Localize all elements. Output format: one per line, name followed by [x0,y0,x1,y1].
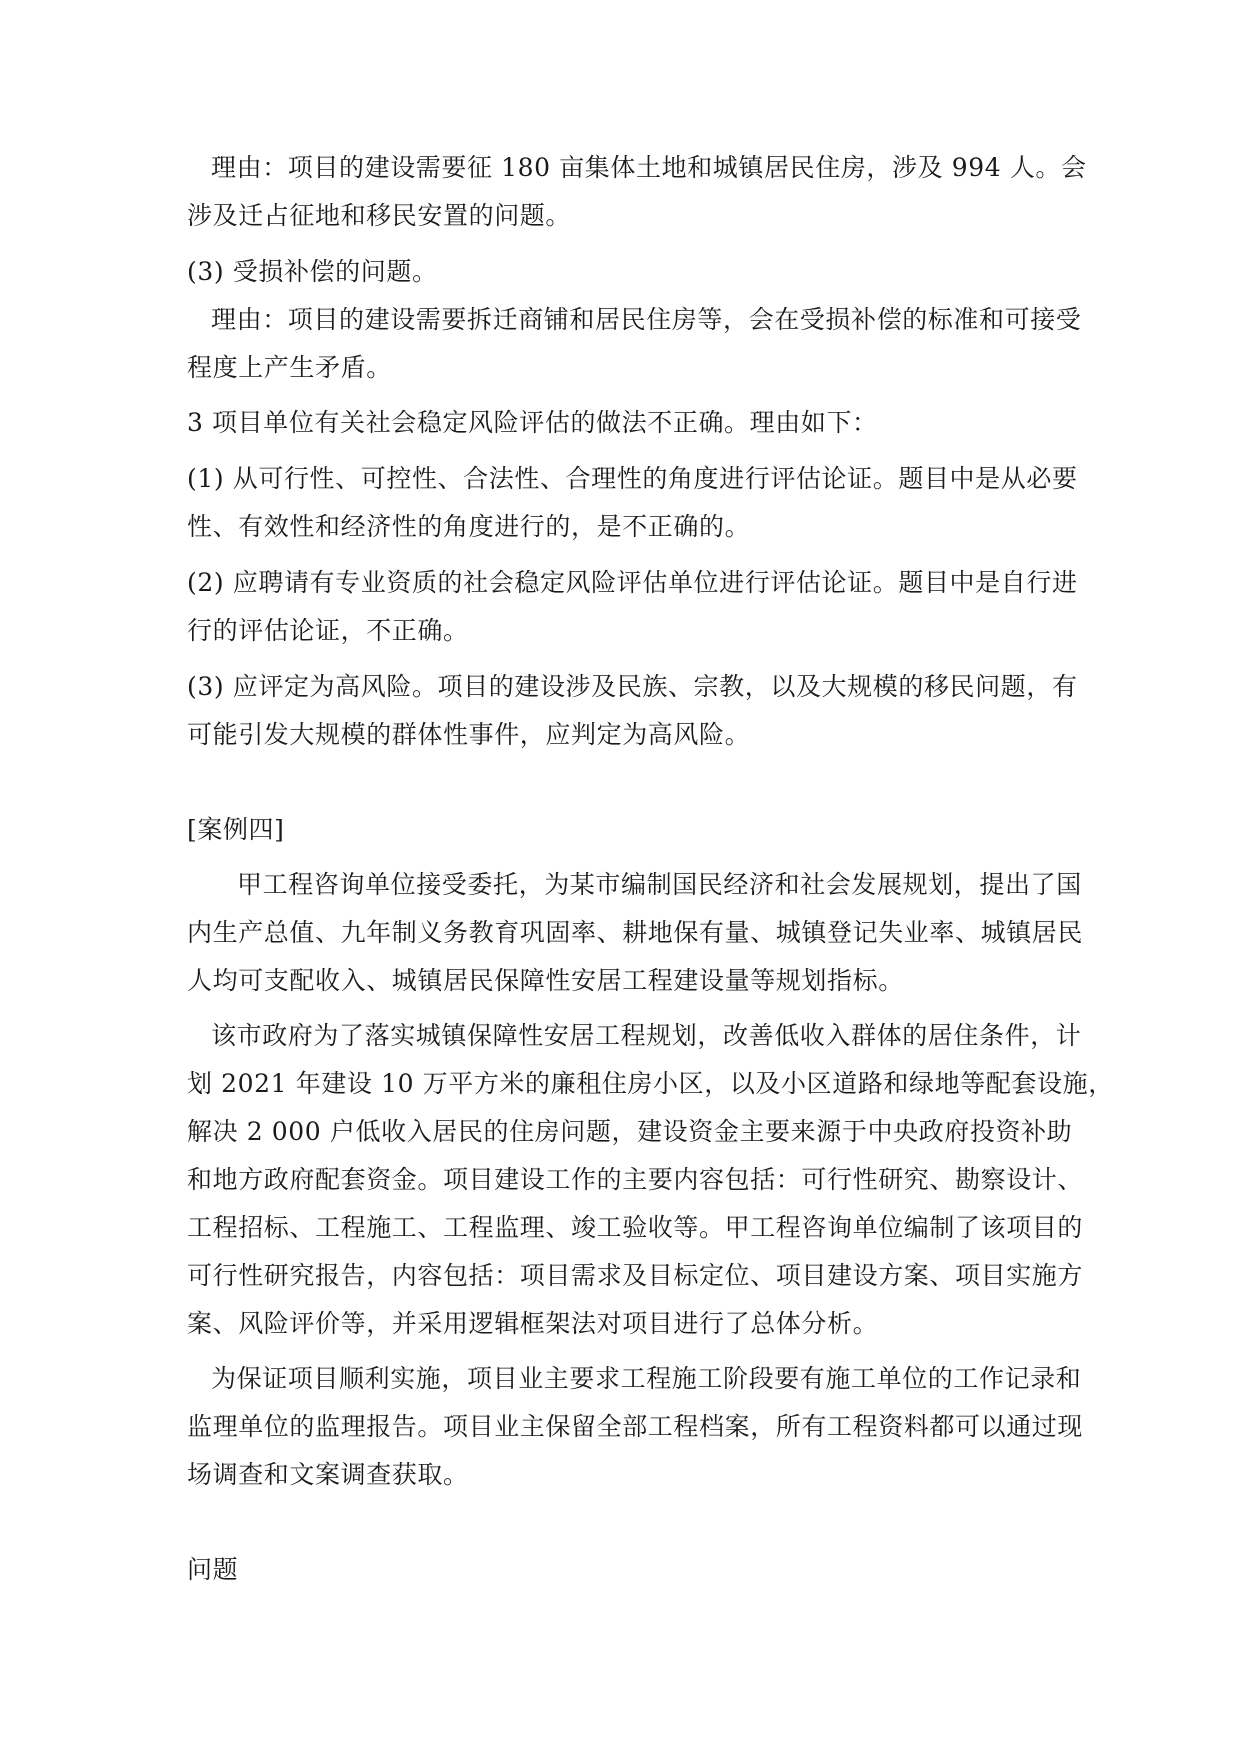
reason-line: 涉及迁占征地和移民安置的问题。 [187,201,572,230]
case-title: [案例四] [187,815,285,844]
point-line: (3) 应评定为高风险。项目的建设涉及民族、宗教，以及大规模的移民问题，有 [187,672,1078,701]
question-label: 问题 [187,1555,239,1584]
point-line: 行的评估论证，不正确。 [187,616,469,645]
paragraph-line: 甲工程咨询单位接受委托，为某市编制国民经济和社会发展规划，提出了国 [237,870,1082,899]
paragraph-line: 场调查和文案调查获取。 [187,1460,469,1489]
paragraph-line: 可行性研究报告，内容包括：项目需求及目标定位、项目建设方案、项目实施方 [187,1261,1084,1290]
item-heading: (3) 受损补偿的问题。 [187,257,438,286]
paragraph-line: 和地方政府配套资金。项目建设工作的主要内容包括：可行性研究、勘察设计、 [187,1165,1084,1194]
paragraph-line: 内生产总值、九年制义务教育巩固率、耕地保有量、城镇登记失业率、城镇居民 [187,918,1084,947]
point-line: (2) 应聘请有专业资质的社会稳定风险评估单位进行评估论证。题目中是自行进 [187,568,1078,597]
paragraph-line: 案、风险评价等，并采用逻辑框架法对项目进行了总体分析。 [187,1309,879,1338]
point-line: 可能引发大规模的群体性事件，应判定为高风险。 [187,720,751,749]
paragraph-line: 为保证项目顺利实施，项目业主要求工程施工阶段要有施工单位的工作记录和 [211,1364,1082,1393]
paragraph-line: 工程招标、工程施工、工程监理、竣工验收等。甲工程咨询单位编制了该项目的 [187,1213,1084,1242]
reason-line: 程度上产生矛盾。 [187,353,392,382]
paragraph-line: 解决 2 000 户低收入居民的住房问题，建设资金主要来源于中央政府投资补助 [187,1117,1073,1146]
section-heading: 3 项目单位有关社会稳定风险评估的做法不正确。理由如下： [187,408,878,437]
reason-line: 理由：项目的建设需要征 180 亩集体土地和城镇居民住房，涉及 994 人。会 [211,153,1087,182]
reason-line: 理由：项目的建设需要拆迁商铺和居民住房等，会在受损补偿的标准和可接受 [211,305,1082,334]
paragraph-line: 监理单位的监理报告。项目业主保留全部工程档案，所有工程资料都可以通过现 [187,1412,1084,1441]
point-line: (1) 从可行性、可控性、合法性、合理性的角度进行评估论证。题目中是从必要 [187,464,1078,493]
paragraph-line: 划 2021 年建设 10 万平方米的廉租住房小区，以及小区道路和绿地等配套设施， [187,1069,1114,1098]
point-line: 性、有效性和经济性的角度进行的，是不正确的。 [187,512,751,541]
paragraph-line: 该市政府为了落实城镇保障性安居工程规划，改善低收入群体的居住条件，计 [211,1021,1082,1050]
paragraph-line: 人均可支配收入、城镇居民保障性安居工程建设量等规划指标。 [187,966,904,995]
